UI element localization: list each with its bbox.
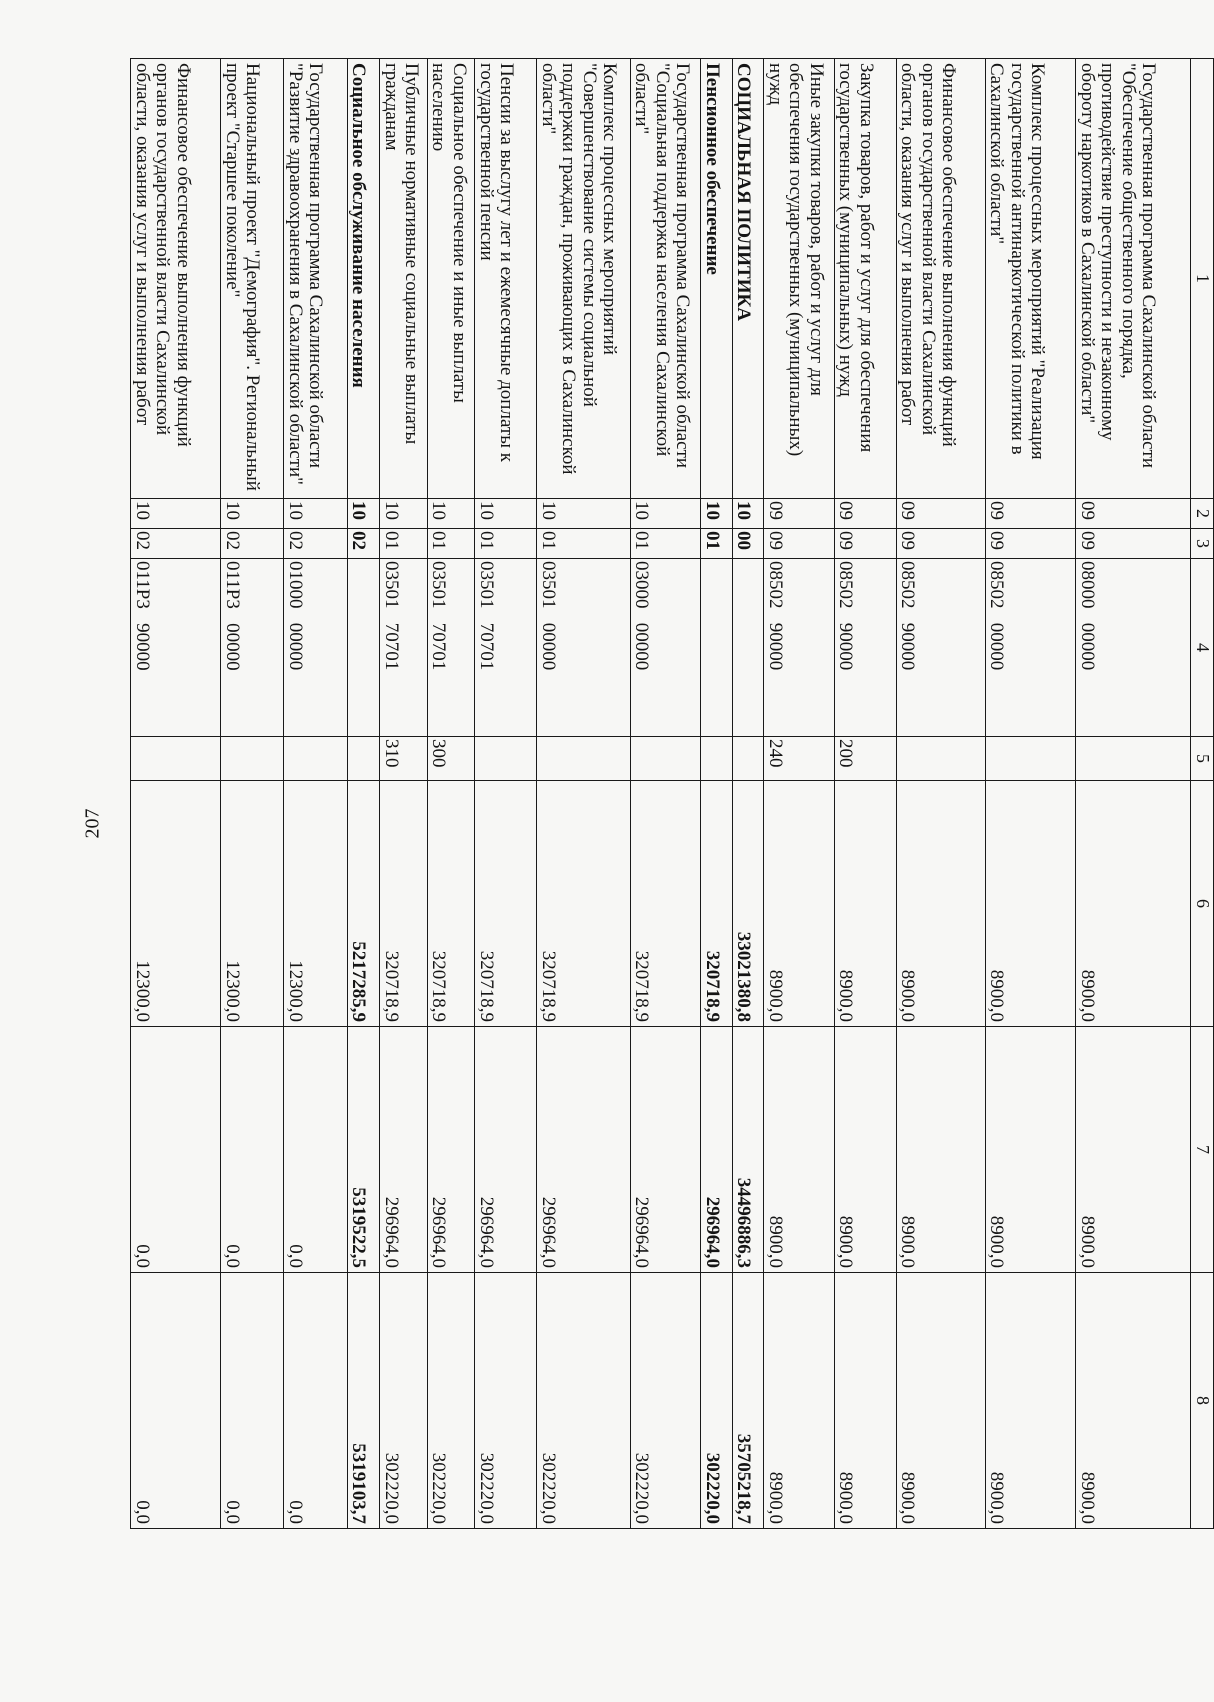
row-name: Финансовое обеспечение выполнения функций органов государственной власти Сахалинской области, оказания услуг и выполнения работ (131, 59, 221, 499)
column-number: 6 (1191, 781, 1214, 1027)
section-code: 10 (347, 499, 380, 529)
row-name: Государственная программа Сахалинской области "Обеспечение общественного порядка, противодействие преступности и незаконному обороту наркотиков в Сахалинской области" (1076, 59, 1191, 499)
column-number: 7 (1191, 1027, 1214, 1273)
amount-col7: 8900,0 (985, 1027, 1075, 1273)
amount-col7: 296964,0 (537, 1027, 631, 1273)
amount-col7: 8900,0 (834, 1027, 896, 1273)
table-row (427, 59, 474, 1529)
section-code: 10 (475, 499, 537, 529)
target-article-code: 011Р3 90000 (131, 559, 221, 737)
page-number: 207 (81, 808, 104, 839)
section-code: 10 (537, 499, 631, 529)
amount-col6: 320718,9 (475, 781, 537, 1027)
amount-col6: 12300,0 (284, 781, 347, 1027)
expense-type-code (475, 737, 537, 781)
row-name: Государственная программа Сахалинской области "Развитие здравоохранения в Сахалинской области" (284, 59, 347, 499)
section-code: 10 (427, 499, 474, 529)
subsection-code: 02 (347, 529, 380, 559)
subsection-code: 09 (834, 529, 896, 559)
section-code: 10 (284, 499, 347, 529)
amount-col7: 8900,0 (896, 1027, 985, 1273)
row-name: Комплекс процессных мероприятий "Совершенствование системы социальной поддержки граждан, проживающих в Сахалинской области" (537, 59, 631, 499)
amount-col8: 8900,0 (1076, 1273, 1191, 1529)
table-row (896, 59, 985, 1529)
budget-table-container (130, 58, 1214, 1528)
expense-type-code (732, 737, 764, 781)
subsection-code: 09 (764, 529, 835, 559)
column-number: 1 (1191, 59, 1214, 499)
expense-type-code (896, 737, 985, 781)
subsection-code: 01 (475, 529, 537, 559)
amount-col6: 8900,0 (985, 781, 1075, 1027)
target-article-code: 03501 70701 (380, 559, 427, 737)
row-name: СОЦИАЛЬНАЯ ПОЛИТИКА (732, 59, 764, 499)
target-article-code: 03000 00000 (630, 559, 701, 737)
amount-col7: 8900,0 (1076, 1027, 1191, 1273)
amount-col8: 8900,0 (896, 1273, 985, 1529)
expense-type-code (1076, 737, 1191, 781)
amount-col7: 0,0 (284, 1027, 347, 1273)
target-article-code: 03501 00000 (537, 559, 631, 737)
row-name: Комплекс процессных мероприятий "Реализация государственной антинаркотической политики в Сахалинской области" (985, 59, 1075, 499)
row-name: Государственная программа Сахалинской области "Социальная поддержка населения Сахалинской области" (630, 59, 701, 499)
amount-col6: 8900,0 (1076, 781, 1191, 1027)
table-row-section-total (732, 59, 764, 1529)
amount-col6: 8900,0 (764, 781, 835, 1027)
expense-type-code (701, 737, 733, 781)
expense-type-code (985, 737, 1075, 781)
amount-col7: 296964,0 (380, 1027, 427, 1273)
section-code: 09 (834, 499, 896, 529)
table-row (834, 59, 896, 1529)
amount-col8: 302220,0 (537, 1273, 631, 1529)
subsection-code: 09 (896, 529, 985, 559)
amount-col6: 320718,9 (380, 781, 427, 1027)
column-number-row (1191, 59, 1214, 1529)
amount-col7: 34496886,3 (732, 1027, 764, 1273)
amount-col6: 8900,0 (834, 781, 896, 1027)
table-row (131, 59, 221, 1529)
section-code: 09 (985, 499, 1075, 529)
section-code: 09 (1076, 499, 1191, 529)
target-article-code: 03501 70701 (427, 559, 474, 737)
amount-col7: 296964,0 (701, 1027, 733, 1273)
amount-col8: 0,0 (221, 1273, 284, 1529)
row-name: Социальное обеспечение и иные выплаты населению (427, 59, 474, 499)
amount-col6: 8900,0 (896, 781, 985, 1027)
subsection-code: 01 (427, 529, 474, 559)
subsection-code: 09 (1076, 529, 1191, 559)
target-article-code: 03501 70701 (475, 559, 537, 737)
amount-col7: 5319522,5 (347, 1027, 380, 1273)
row-name: Иные закупки товаров, работ и услуг для обеспечения государственных (муниципальных) нужд (764, 59, 835, 499)
amount-col8: 0,0 (284, 1273, 347, 1529)
subsection-code: 01 (537, 529, 631, 559)
table-row (630, 59, 701, 1529)
row-name: Пенсионное обеспечение (701, 59, 733, 499)
expense-type-code (131, 737, 221, 781)
column-number: 5 (1191, 737, 1214, 781)
expense-type-code (630, 737, 701, 781)
expense-type-code (347, 737, 380, 781)
table-row (475, 59, 537, 1529)
subsection-code: 02 (284, 529, 347, 559)
amount-col6: 320718,9 (537, 781, 631, 1027)
amount-col7: 296964,0 (475, 1027, 537, 1273)
amount-col8: 35705218,7 (732, 1273, 764, 1529)
target-article-code: 08502 90000 (896, 559, 985, 737)
row-name: Финансовое обеспечение выполнения функций органов государственной власти Сахалинской области, оказания услуг и выполнения работ (896, 59, 985, 499)
table-row (764, 59, 835, 1529)
amount-col6: 320718,9 (427, 781, 474, 1027)
amount-col7: 0,0 (221, 1027, 284, 1273)
table-row (284, 59, 347, 1529)
table-row (985, 59, 1075, 1529)
row-name: Пенсии за выслугу лет и ежемесячные доплаты к государственной пенсии (475, 59, 537, 499)
target-article-code: 08502 90000 (764, 559, 835, 737)
amount-col8: 5319103,7 (347, 1273, 380, 1529)
section-code: 09 (896, 499, 985, 529)
amount-col8: 302220,0 (630, 1273, 701, 1529)
amount-col6: 320718,9 (701, 781, 733, 1027)
expense-type-code (284, 737, 347, 781)
section-code: 10 (732, 499, 764, 529)
target-article-code: 08502 00000 (985, 559, 1075, 737)
expense-type-code (537, 737, 631, 781)
subsection-code: 01 (380, 529, 427, 559)
expense-type-code: 200 (834, 737, 896, 781)
amount-col8: 8900,0 (834, 1273, 896, 1529)
expense-type-code: 300 (427, 737, 474, 781)
amount-col6: 12300,0 (221, 781, 284, 1027)
amount-col8: 302220,0 (380, 1273, 427, 1529)
row-name: Социальное обслуживание населения (347, 59, 380, 499)
section-code: 10 (131, 499, 221, 529)
target-article-code: 011Р3 00000 (221, 559, 284, 737)
subsection-code: 01 (630, 529, 701, 559)
amount-col8: 8900,0 (985, 1273, 1075, 1529)
row-name: Закупка товаров, работ и услуг для обеспечения государственных (муниципальных) нужд (834, 59, 896, 499)
expense-type-code: 240 (764, 737, 835, 781)
target-article-code: 08000 00000 (1076, 559, 1191, 737)
row-name: Публичные нормативные социальные выплаты гражданам (380, 59, 427, 499)
column-number: 8 (1191, 1273, 1214, 1529)
section-code: 10 (701, 499, 733, 529)
amount-col6: 12300,0 (131, 781, 221, 1027)
column-number: 2 (1191, 499, 1214, 529)
amount-col7: 0,0 (131, 1027, 221, 1273)
table-row (221, 59, 284, 1529)
subsection-code: 02 (221, 529, 284, 559)
target-article-code: 08502 90000 (834, 559, 896, 737)
amount-col7: 296964,0 (427, 1027, 474, 1273)
target-article-code (347, 559, 380, 737)
column-number: 3 (1191, 529, 1214, 559)
amount-col8: 302220,0 (701, 1273, 733, 1529)
budget-allocation-table (130, 58, 1214, 1529)
expense-type-code: 310 (380, 737, 427, 781)
amount-col8: 302220,0 (475, 1273, 537, 1529)
amount-col8: 0,0 (131, 1273, 221, 1529)
amount-col8: 302220,0 (427, 1273, 474, 1529)
table-row (1076, 59, 1191, 1529)
section-code: 10 (221, 499, 284, 529)
column-number: 4 (1191, 559, 1214, 737)
amount-col8: 8900,0 (764, 1273, 835, 1529)
table-row-subsection-total (347, 59, 380, 1529)
amount-col6: 320718,9 (630, 781, 701, 1027)
table-row (537, 59, 631, 1529)
subsection-code: 01 (701, 529, 733, 559)
amount-col6: 5217285,9 (347, 781, 380, 1027)
row-name: Национальный проект "Демография". Региональный проект "Старшее поколение" (221, 59, 284, 499)
table-row (380, 59, 427, 1529)
amount-col7: 296964,0 (630, 1027, 701, 1273)
target-article-code (701, 559, 733, 737)
table-row-subsection-total (701, 59, 733, 1529)
expense-type-code (221, 737, 284, 781)
subsection-code: 02 (131, 529, 221, 559)
subsection-code: 00 (732, 529, 764, 559)
target-article-code: 01000 00000 (284, 559, 347, 737)
section-code: 10 (630, 499, 701, 529)
amount-col6: 33021380,8 (732, 781, 764, 1027)
section-code: 09 (764, 499, 835, 529)
section-code: 10 (380, 499, 427, 529)
subsection-code: 09 (985, 529, 1075, 559)
amount-col7: 8900,0 (764, 1027, 835, 1273)
target-article-code (732, 559, 764, 737)
